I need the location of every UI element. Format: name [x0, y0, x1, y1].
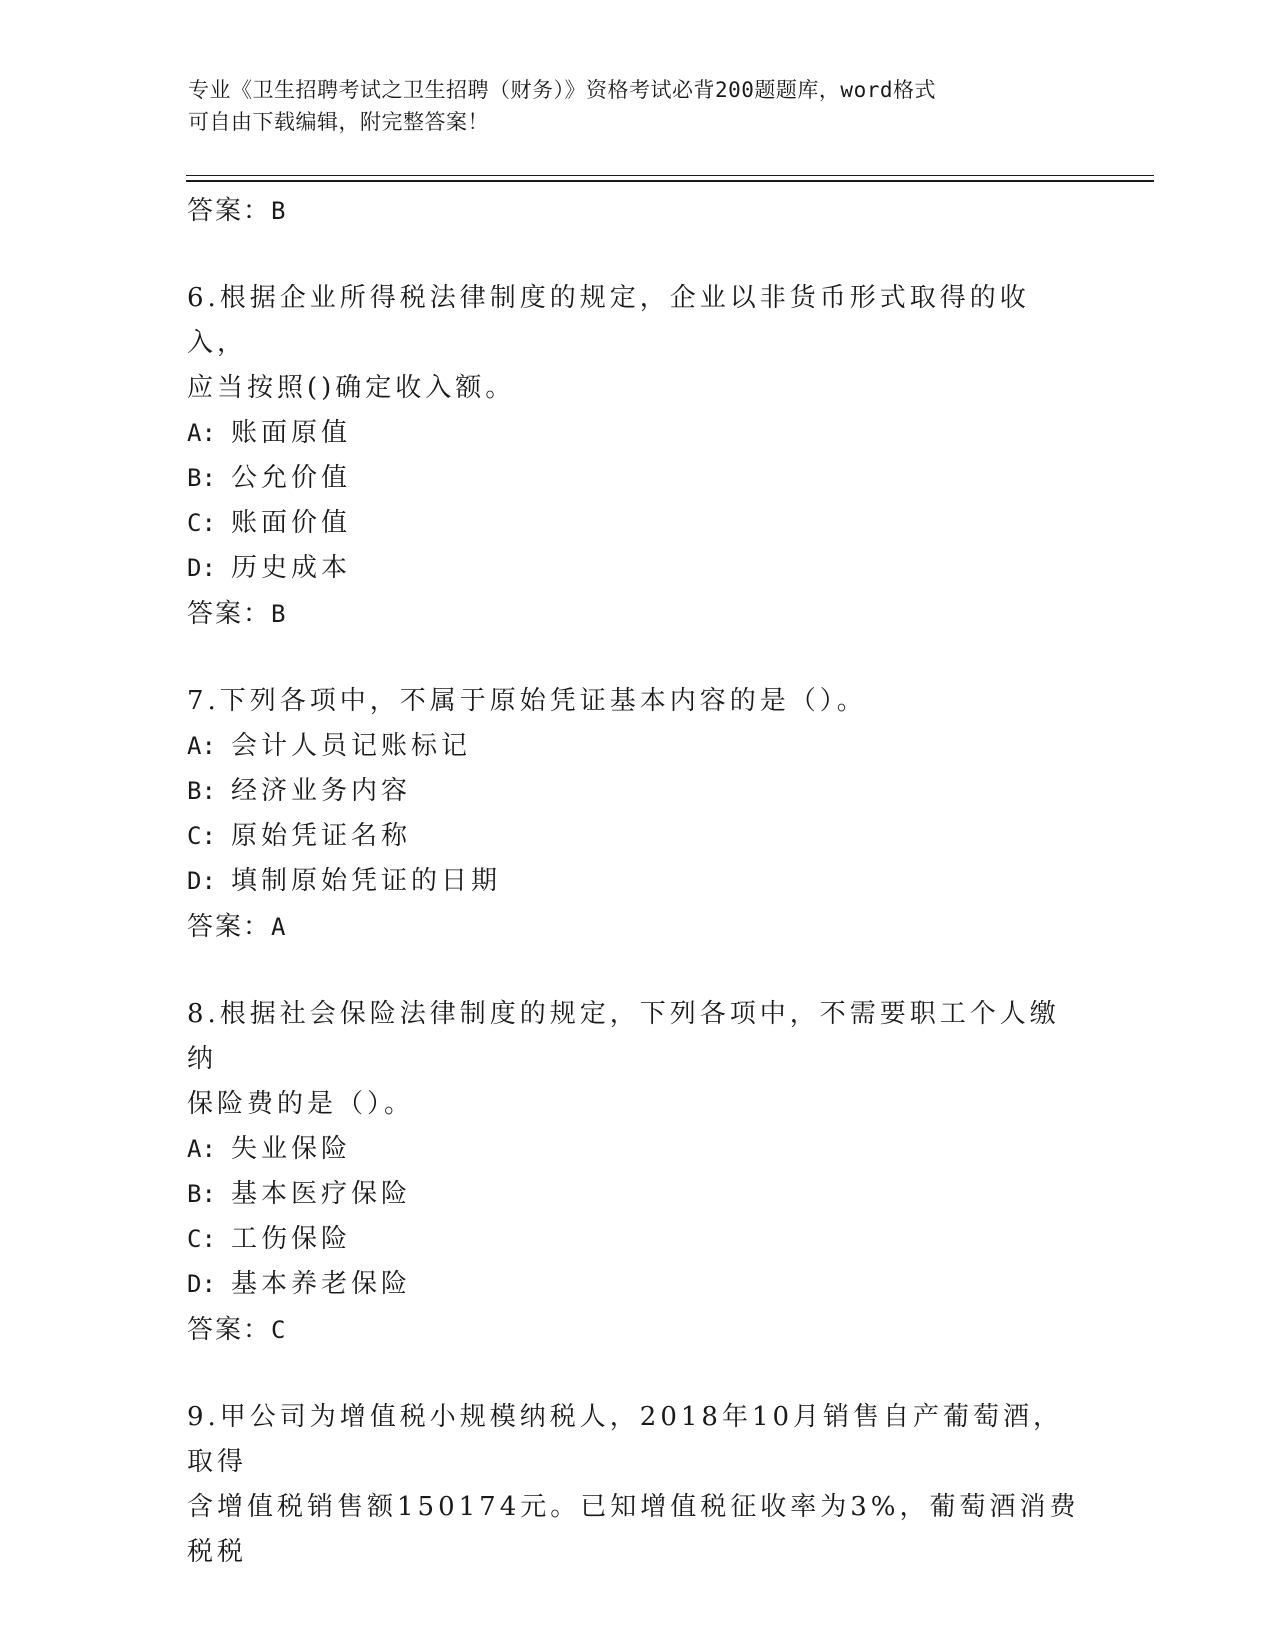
option-key: B: — [187, 1180, 216, 1208]
question-text-line: 应当按照()确定收入额。 — [187, 373, 516, 403]
option-key: A: — [187, 732, 216, 760]
question-block — [187, 1395, 1087, 1575]
question-text-line: 9.甲公司为增值税小规模纳税人，2018年10月销售自产葡萄酒，取得 — [187, 1402, 1064, 1477]
answer-value: B — [271, 600, 287, 628]
question-text-line: 6.根据企业所得税法律制度的规定，企业以非货币形式取得的收入， — [187, 283, 1030, 358]
answer-line — [187, 912, 1087, 942]
option-text: 基本养老保险 — [231, 1269, 412, 1299]
option-key: A: — [187, 1135, 216, 1163]
option-a — [187, 1127, 1087, 1172]
answer-label: 答案： — [187, 196, 272, 226]
option-key: C: — [187, 509, 216, 537]
header-divider-thin — [186, 175, 1154, 176]
option-key: A: — [187, 419, 216, 447]
option-text: 公允价值 — [231, 463, 352, 493]
option-text: 工伤保险 — [231, 1224, 352, 1254]
answer-label: 答案： — [187, 1315, 272, 1345]
option-key: D: — [187, 1270, 216, 1298]
option-key: B: — [187, 777, 216, 805]
question-block — [187, 276, 1087, 629]
option-d — [187, 546, 1087, 591]
option-text: 账面原值 — [231, 418, 352, 448]
header-divider-thick — [186, 180, 1154, 182]
option-text: 账面价值 — [231, 508, 352, 538]
option-text: 会计人员记账标记 — [231, 731, 472, 761]
answer-label: 答案： — [187, 912, 272, 942]
question-text-line: 保险费的是（）。 — [187, 1089, 415, 1119]
option-key: C: — [187, 822, 216, 850]
question-block — [187, 679, 1087, 942]
header-line-2: 可自由下载编辑，附完整答案！ — [188, 110, 489, 134]
option-text: 失业保险 — [231, 1134, 352, 1164]
option-key: D: — [187, 867, 216, 895]
option-text: 原始凭证名称 — [231, 821, 412, 851]
answer-value: B — [271, 197, 287, 225]
option-c — [187, 1217, 1087, 1262]
answer-value: C — [271, 1316, 287, 1344]
option-a — [187, 411, 1087, 456]
option-c — [187, 501, 1087, 546]
question-text-line: 含增值税销售额150174元。已知增值税征收率为3%，葡萄酒消费税税 — [187, 1492, 1080, 1567]
answer-line — [187, 1315, 1087, 1345]
document-header — [188, 74, 1068, 138]
answer-line — [187, 196, 1087, 226]
option-b — [187, 456, 1087, 501]
option-text: 历史成本 — [231, 553, 352, 583]
answer-value: A — [271, 913, 287, 941]
question-text-line: 8.根据社会保险法律制度的规定，下列各项中，不需要职工个人缴纳 — [187, 999, 1060, 1074]
answer-line — [187, 599, 1087, 629]
option-d — [187, 859, 1087, 904]
option-text: 填制原始凭证的日期 — [231, 866, 502, 896]
question-text-line: 7.下列各项中，不属于原始凭证基本内容的是（）。 — [187, 686, 867, 716]
option-a — [187, 724, 1087, 769]
question-block — [187, 992, 1087, 1345]
option-key: B: — [187, 464, 216, 492]
document-body — [187, 190, 1087, 1575]
header-line-1: 专业《卫生招聘考试之卫生招聘（财务）》资格考试必背200题题库，word格式 — [188, 78, 936, 102]
answer-label: 答案： — [187, 599, 272, 629]
option-key: C: — [187, 1225, 216, 1253]
option-c — [187, 814, 1087, 859]
option-b — [187, 1172, 1087, 1217]
option-text: 经济业务内容 — [231, 776, 412, 806]
option-text: 基本医疗保险 — [231, 1179, 412, 1209]
option-b — [187, 769, 1087, 814]
option-d — [187, 1262, 1087, 1307]
option-key: D: — [187, 554, 216, 582]
